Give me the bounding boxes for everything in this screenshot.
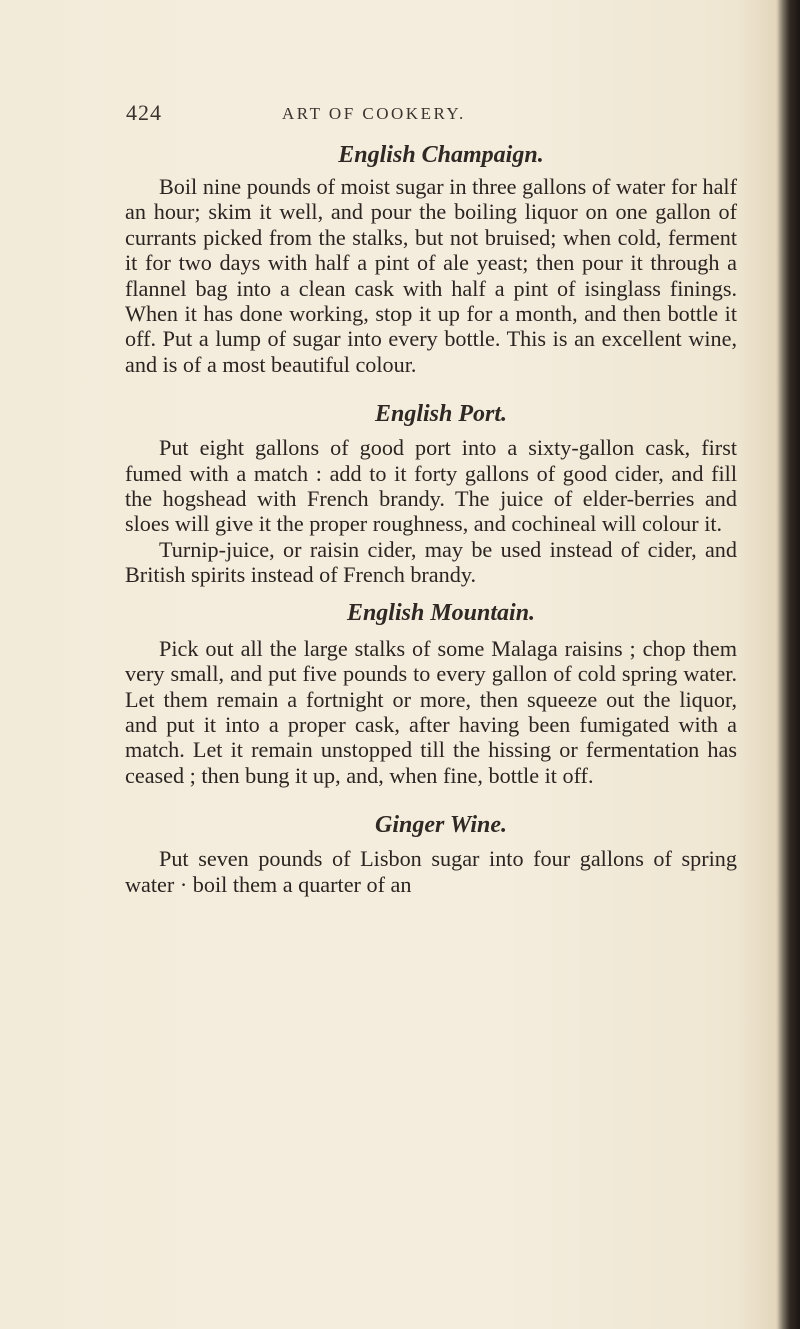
page-edge-shadow: [778, 0, 800, 1329]
recipe-english-mountain: [125, 596, 737, 788]
recipe-english-port: [125, 397, 737, 587]
recipe-body: [125, 435, 737, 587]
recipe-title: English Champaign.: [338, 142, 544, 168]
recipe-paragraph: Turnip-juice, or raisin cider, may be used instead of cider, and British spirits instead of French brandy.: [125, 536, 737, 588]
recipe-title: Ginger Wine.: [374, 812, 508, 839]
recipe-body: [125, 636, 737, 788]
recipe-paragraph: Put seven pounds of Lisbon sugar into four gallons of spring water · boil them a quarter of an: [125, 846, 737, 897]
recipe-english-champaign: [125, 138, 737, 377]
recipe-title: English Port.: [374, 401, 508, 428]
recipe-body: [125, 846, 737, 897]
recipe-body: [125, 174, 737, 377]
page-header: [126, 100, 726, 140]
page-content: [125, 138, 737, 897]
page-number: 424: [126, 100, 162, 125]
recipe-ginger-wine: [125, 808, 737, 897]
recipe-paragraph: Pick out all the large stalks of some Malaga raisins ; chop them very small, and put five pounds to every gallon of cold spring water. Let them remain a fortnight or more, then squeeze out the liquor, and put it into a proper cask, after having been fumigated with a match. Let it remain unstopped till the hissing or fermentation has ceased ; then bung it up, and, when fine, bottle it off.: [125, 635, 737, 788]
recipe-paragraph: Put eight gallons of good port into a sixty-gallon cask, first fumed with a match : add to it forty gallons of good cider, and fill the hogshead with French brandy. The juice of elder-berries and sloes will give it the proper roughness, and cochineal will colour it.: [125, 435, 737, 537]
recipe-paragraph: Boil nine pounds of moist sugar in three gallons of water for half an hour; skim it well, and pour the boiling liquor on one gallon of currants picked from the stalks, but not bruised; when cold, ferment it for two days with half a pint of ale yeast; then pour it through a flannel bag into a clean cask with half a pint of isinglass finings. When it has done working, stop it up for a month, and then bottle it off. Put a lump of sugar into every bottle. This is an excellent wine, and is of a most beautiful colour.: [125, 174, 737, 377]
recipe-title: English Mountain.: [346, 599, 536, 626]
running-head: ART OF COOKERY.: [282, 104, 466, 123]
